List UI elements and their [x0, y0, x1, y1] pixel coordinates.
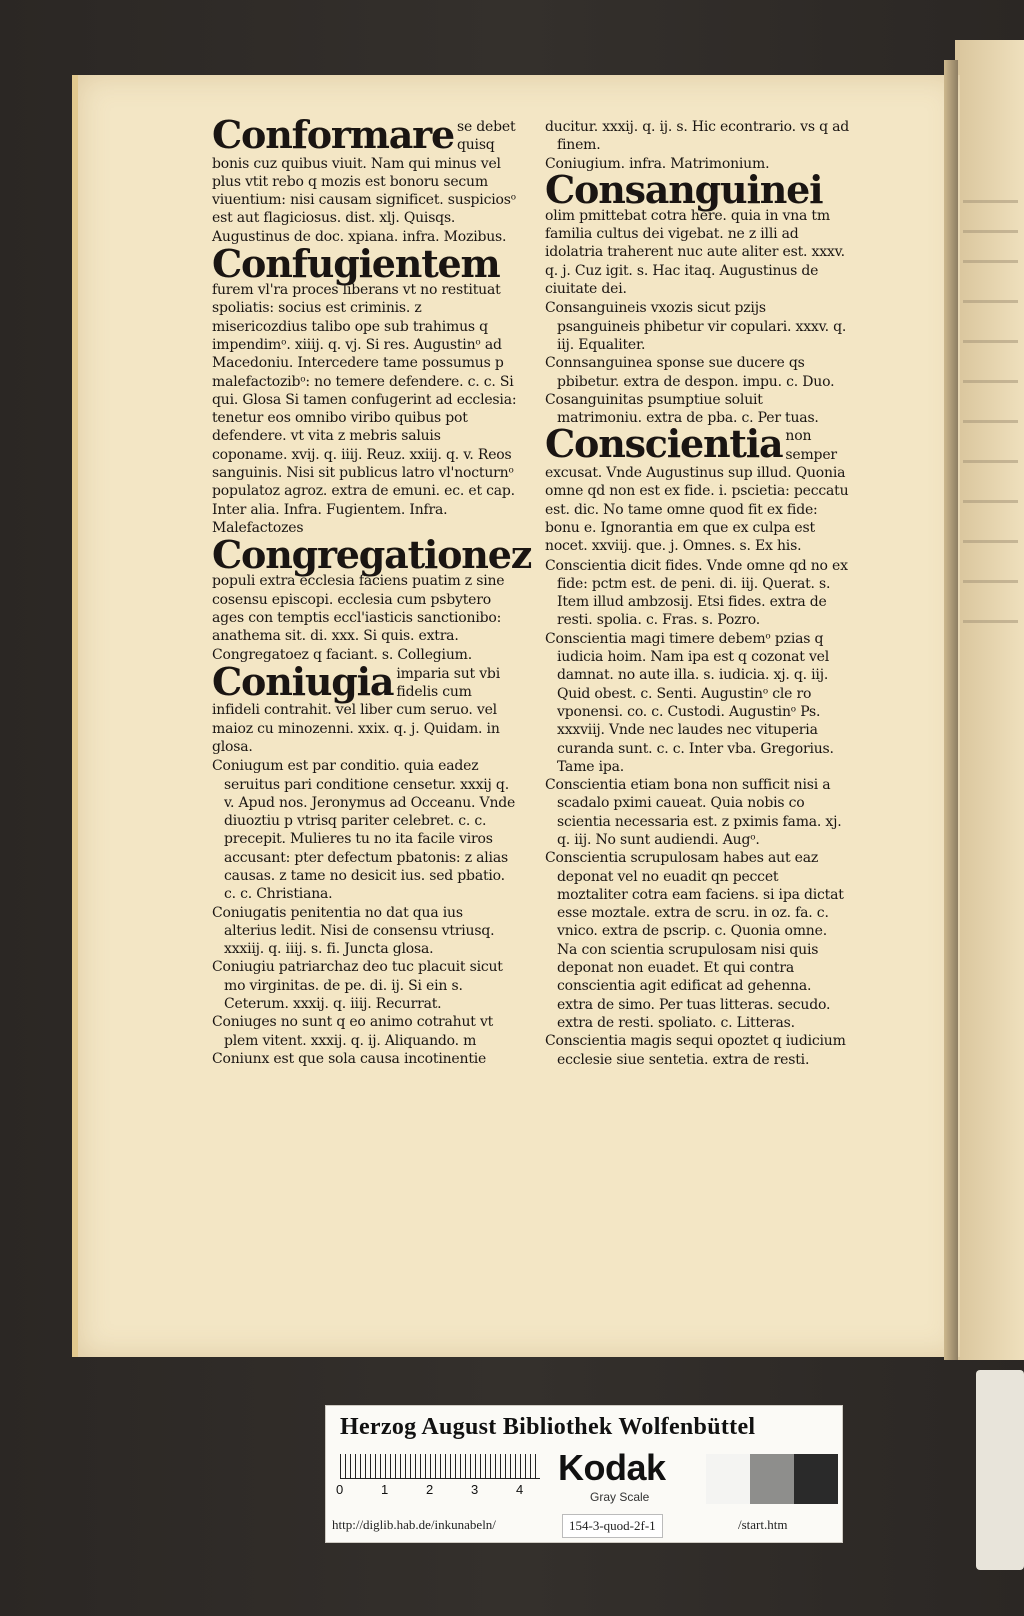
entry-paragraph: Conscientia magi timere debemᵒ pzias q iudicia hoim. Nam ipa est q cozonat vel damnat. no aute illa. s. iudicia. xj. q. iij. Quid obest. c. Senti. Augustinᵒ cle ro vponensi. co. c. Custodi. Augustinᵒ Ps. xxxviij. Vnde nec laudes nec vituperia curanda sunt. c. c. Inter vba. Gregorius. Tame ipa. — [545, 630, 834, 775]
url-id: 154-3-quod-2f-1 — [562, 1514, 663, 1538]
ruler-num: 1 — [381, 1482, 389, 1497]
entry-paragraph: Consanguineis vxozis sicut pzijs psanguineis phibetur vir copulari. xxxv. q. iij. Equaliter. — [545, 300, 847, 353]
adjacent-page-edge — [955, 40, 1024, 1360]
dictionary-entry — [212, 658, 517, 756]
entry-text: olim pmittebat cotra here. quia in vna tm familia cultus dei vigebat. ne z illi ad idolatria traherent nuc aute aliter est. xxxv. q. j. Cuz igit. s. Hac itaq. Augustinus de ciuitate dei. — [545, 207, 845, 298]
kodak-logo: Kodak — [558, 1447, 666, 1488]
entry-headword: Confugientem — [212, 241, 500, 287]
entry-paragraph: Cosanguinitas psumptiue soluit matrimoniu. extra de pba. c. Per tuas. — [545, 391, 819, 427]
entry-paragraph: Coniugum est par conditio. quia eadez seruitus pari conditione censetur. xxxij q. v. Apud nos. Jeronymus ad Occeanu. Vnde diuoztiu p vtrisq pariter celebret. c. c. precepit. Mulieres tu no ita facile viros accusant: pter defectum pbatonis: z alias causas. z tame no desicit ius. sed pbatio. c. c. Christiana. — [212, 758, 516, 903]
entry-text: populi extra ecclesia faciens puatim z sine cosensu episcopi. ecclesia cum psbytero ages con temptis eccl'iasticis sanctionibo: anathema sit. di. xxx. Si quis. extra. — [212, 573, 505, 645]
entry-headword: Consanguinei — [545, 166, 823, 212]
left-text-column — [212, 112, 532, 1068]
right-text-column — [545, 118, 850, 1069]
entry-paragraph: Coniuges no sunt q eo animo cotrahut vt plem vitent. xxxij. q. ij. Aliquando. m — [212, 1014, 494, 1049]
entry-text: imparia sut vbi fidelis cum infideli contrahit. vel liber cum seruo. vel maioz cu minozenni. xxix. q. j. Quidam. in glosa. — [212, 665, 500, 755]
ruler-num: 2 — [426, 1482, 434, 1497]
color-target-card — [325, 1405, 843, 1543]
library-name: Herzog August Bibliothek Wolfenbüttel — [340, 1414, 756, 1440]
entry-paragraph: Coniugatis penitentia no dat qua ius alterius ledit. Nisi de consensu vtriusq. xxxiij. q. iiij. s. fi. Juncta glosa. — [212, 904, 495, 958]
measurement-ruler — [340, 1454, 540, 1479]
entry-paragraph: Connsanguinea sponse sue ducere qs pbibetur. extra de despon. impu. c. Duo. — [545, 355, 835, 390]
entry-text: furem vl'ra proces liberans vt no restituat spoliatis: socius est criminis. z misericozdius talibo ope sub trahimus q impendimᵒ. xiiij. q. vj. Si res. Augustinᵒ ad Macedoniu. Intercedere tame possumus p malefactozibᵒ: no temere defendere. c. c. Si qui. Glosa Si tamen confugerint ad ecclesia: tenetur eos omnibo viribo quibus pot defendere. vt vita z mebris saluis coponame. xvij. q. iiij. Reuz. xxiij. q. v. Reos sanguinis. Nisi sit publicus latro vl'nocturnᵒ populatoz agroz. extra de emuni. ec. et cap. Inter alia. Infra. Fugientem. Infra. Malefactozes — [212, 282, 517, 536]
url-suffix: /start.htm — [738, 1517, 788, 1532]
entry-paragraph: Coniugiu patriarchaz deo tuc placuit sicut mo virginitas. de pe. di. ij. Si ein s. Ceterum. xxxij. q. iiij. Recurrat. — [212, 959, 503, 1013]
entry-paragraph: Congregatoez q faciant. s. Collegium. — [212, 647, 472, 664]
gray-scale-label: Gray Scale — [590, 1490, 650, 1504]
dictionary-entry — [212, 241, 517, 537]
entry-headword: Conscientia — [545, 421, 783, 467]
entry-text: non semper excusat. Vnde Augustinus sup illud. Quonia omne qd non est ex fide. i. pscietia: peccatu est. dic. No tame omne quod fit ex fide: bonu e. Ignorantia em que ex culpa est nocet. xxviij. que. j. Omnes. s. Ex his. — [545, 428, 849, 555]
url-prefix: http://diglib.hab.de/inkunabeln/ — [332, 1517, 496, 1532]
entry-headword: Congregationez — [212, 532, 532, 578]
dictionary-entry — [545, 166, 850, 298]
entry-text: se debet quisq bonis cuz quibus viuit. Nam qui minus vel plus vtit rebo q mozis est bonoru secum viuentium: nisi causam significet. suspiciosᵒ est aut flagiciosus. dist. xlj. Quisqs. Augustinus de doc. xpiana. infra. Mozibus. — [212, 119, 516, 245]
adjacent-card-edge — [976, 1370, 1024, 1570]
page-gutter — [944, 60, 958, 1360]
entry-paragraph: Conscientia magis sequi opoztet q iudicium ecclesie siue sentetia. extra de resti. — [545, 1033, 846, 1068]
entry-headword: Coniugia — [212, 658, 394, 704]
dictionary-entry — [545, 421, 850, 555]
entry-paragraph: Conscientia dicit fides. Vnde omne qd no ex fide: pctm est. de peni. di. iij. Querat. s. Item illud ambzosij. Etsi fides. extra de resti. spolia. c. Fras. s. Pozro. — [545, 557, 848, 629]
entry-paragraph: Coniunx est que sola causa incotinentie — [212, 1050, 487, 1067]
dictionary-entry — [212, 112, 517, 246]
ruler-num: 0 — [336, 1482, 344, 1497]
entry-headword: Conformare — [212, 112, 454, 157]
ruler-num: 3 — [471, 1482, 479, 1497]
ruler-num: 4 — [516, 1482, 524, 1497]
entry-paragraph: ducitur. xxxij. q. ij. s. Hic econtrario. vs q ad finem. — [545, 119, 849, 154]
entry-paragraph: Coniugium. infra. Matrimonium. — [545, 155, 770, 172]
dictionary-entry — [212, 532, 532, 645]
gray-swatch-mid — [750, 1454, 794, 1504]
gray-swatch-light — [706, 1454, 750, 1504]
entry-paragraph: Conscientia scrupulosam habes aut eaz deponat vel no euadit qn peccet moztaliter cotra eam faciens. si ipa dictat esse moztale. extra de scru. in oz. fa. c. vnico. extra de pscrip. c. Quonia omne. Na con scientia scrupulosam nisi quis deponat non euadet. Et qui contra conscientia agit edificat ad gehenna. extra de simo. Per tuas litteras. secudo. extra de resti. spoliato. c. Litteras. — [545, 850, 844, 1031]
entry-paragraph: Conscientia etiam bona non sufficit nisi a scadalo pximi caueat. Quia nobis co scientia necessaria est. z pximis fama. xj. q. iij. No sunt audiendi. Augᵒ. — [545, 777, 842, 848]
gray-swatch-dark — [794, 1454, 838, 1504]
